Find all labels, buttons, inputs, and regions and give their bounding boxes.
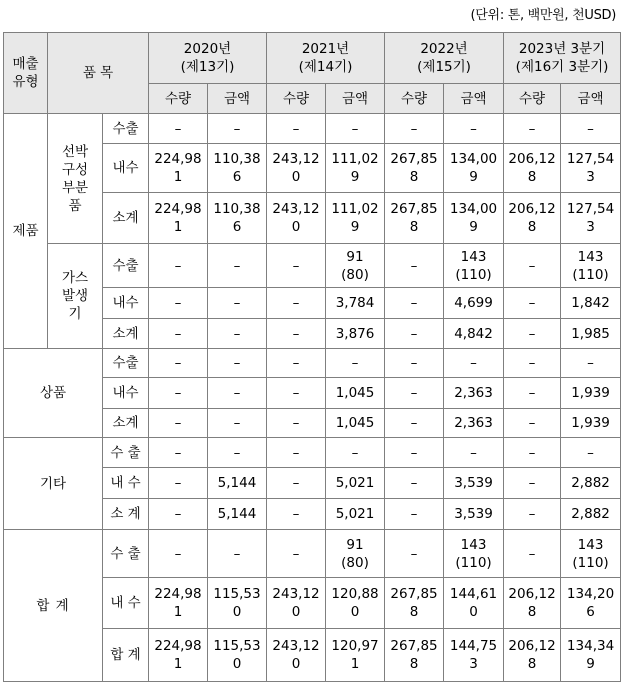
header-row-periods — [4, 33, 621, 84]
row-label: 내 수 — [103, 468, 149, 499]
amt-cell: 5,144 — [208, 468, 267, 499]
amt-cell: – — [208, 114, 267, 144]
qty-cell: 243,12 0 — [267, 629, 326, 682]
qty-cell: – — [149, 468, 208, 499]
row-label: 수출 — [103, 244, 149, 288]
qty-cell: – — [267, 319, 326, 349]
row-label: 내수 — [103, 288, 149, 319]
qty-cell: – — [149, 499, 208, 530]
header-amt: 금액 — [208, 84, 267, 114]
amt-cell: 5,144 — [208, 499, 267, 530]
header-qty: 수량 — [267, 84, 326, 114]
amt-cell: – — [208, 319, 267, 349]
qty-cell: 243,12 0 — [267, 578, 326, 629]
header-amt: 금액 — [444, 84, 504, 114]
qty-cell: – — [385, 349, 444, 378]
qty-cell: – — [504, 288, 561, 319]
qty-cell: – — [149, 114, 208, 144]
qty-cell: – — [267, 378, 326, 409]
row-label: 내 수 — [103, 578, 149, 629]
amt-cell: – — [208, 438, 267, 468]
header-period-2020: 2020년 (제13기) — [149, 33, 267, 84]
qty-cell: 267,85 8 — [385, 144, 444, 193]
amt-cell: 115,53 0 — [208, 629, 267, 682]
amt-cell: 127,54 3 — [561, 193, 621, 244]
qty-cell: 206,12 8 — [504, 578, 561, 629]
qty-cell: 224,98 1 — [149, 629, 208, 682]
group-other: 기타 — [4, 438, 103, 530]
qty-cell: – — [149, 349, 208, 378]
amt-cell: 1,939 — [561, 378, 621, 409]
qty-cell: – — [385, 409, 444, 438]
qty-cell: – — [267, 530, 326, 578]
amt-cell: 143 (110) — [444, 244, 504, 288]
header-qty: 수량 — [504, 84, 561, 114]
amt-cell: 144,75 3 — [444, 629, 504, 682]
amt-cell: – — [561, 114, 621, 144]
row-label: 소계 — [103, 319, 149, 349]
qty-cell: – — [149, 409, 208, 438]
row-label: 수출 — [103, 349, 149, 378]
qty-cell: – — [385, 319, 444, 349]
amt-cell: 91 (80) — [326, 530, 385, 578]
amt-cell: 144,61 0 — [444, 578, 504, 629]
amt-cell: 3,539 — [444, 468, 504, 499]
qty-cell: – — [267, 288, 326, 319]
amt-cell: 3,876 — [326, 319, 385, 349]
table-row-product-ship-export — [4, 114, 621, 144]
amt-cell: 143 (110) — [561, 244, 621, 288]
qty-cell: – — [385, 438, 444, 468]
amt-cell: 110,38 6 — [208, 144, 267, 193]
qty-cell: 206,12 8 — [504, 193, 561, 244]
header-qty: 수량 — [385, 84, 444, 114]
qty-cell: – — [149, 438, 208, 468]
header-period-2021: 2021년 (제14기) — [267, 33, 385, 84]
amt-cell: – — [444, 438, 504, 468]
table-row-total-export — [4, 530, 621, 578]
qty-cell: – — [149, 319, 208, 349]
amt-cell: 3,784 — [326, 288, 385, 319]
qty-cell: – — [504, 468, 561, 499]
row-label: 수 출 — [103, 530, 149, 578]
amt-cell: 2,882 — [561, 468, 621, 499]
qty-cell: – — [504, 499, 561, 530]
qty-cell: – — [504, 409, 561, 438]
amt-cell: 120,88 0 — [326, 578, 385, 629]
qty-cell: – — [504, 349, 561, 378]
amt-cell: 2,363 — [444, 409, 504, 438]
amt-cell: 3,539 — [444, 499, 504, 530]
qty-cell: 267,85 8 — [385, 578, 444, 629]
group-goods: 상품 — [4, 349, 103, 438]
sales-table — [3, 32, 621, 682]
qty-cell: – — [504, 438, 561, 468]
amt-cell: – — [208, 530, 267, 578]
header-period-2023q3: 2023년 3분기 (제16기 3분기) — [504, 33, 621, 84]
amt-cell: 143 (110) — [444, 530, 504, 578]
qty-cell: – — [385, 530, 444, 578]
amt-cell: – — [208, 288, 267, 319]
header-amt: 금액 — [326, 84, 385, 114]
amt-cell: 110,38 6 — [208, 193, 267, 244]
row-label: 수출 — [103, 114, 149, 144]
amt-cell: 5,021 — [326, 468, 385, 499]
qty-cell: – — [504, 378, 561, 409]
amt-cell: 111,02 9 — [326, 144, 385, 193]
row-label: 내수 — [103, 378, 149, 409]
amt-cell: 134,34 9 — [561, 629, 621, 682]
amt-cell: 1,985 — [561, 319, 621, 349]
qty-cell: – — [504, 114, 561, 144]
qty-cell: – — [267, 438, 326, 468]
row-label: 소 계 — [103, 499, 149, 530]
qty-cell: 243,12 0 — [267, 193, 326, 244]
header-qty: 수량 — [149, 84, 208, 114]
group-product: 제품 — [4, 114, 48, 349]
amt-cell: 1,842 — [561, 288, 621, 319]
amt-cell: – — [561, 438, 621, 468]
unit-note: (단위: 톤, 백만원, 천USD) — [470, 8, 616, 23]
qty-cell: – — [149, 244, 208, 288]
amt-cell: – — [444, 114, 504, 144]
amt-cell: 134,00 9 — [444, 144, 504, 193]
amt-cell: – — [208, 244, 267, 288]
amt-cell: 2,882 — [561, 499, 621, 530]
amt-cell: 2,363 — [444, 378, 504, 409]
qty-cell: – — [385, 114, 444, 144]
row-label: 소계 — [103, 409, 149, 438]
qty-cell: – — [267, 244, 326, 288]
amt-cell: 115,53 0 — [208, 578, 267, 629]
row-label: 소계 — [103, 193, 149, 244]
amt-cell: 1,045 — [326, 378, 385, 409]
amt-cell: – — [326, 438, 385, 468]
table-row-product-gas-export — [4, 244, 621, 288]
qty-cell: – — [149, 530, 208, 578]
qty-cell: 224,98 1 — [149, 144, 208, 193]
header-amt: 금액 — [561, 84, 621, 114]
qty-cell: – — [504, 319, 561, 349]
row-label: 수 출 — [103, 438, 149, 468]
amt-cell: 143 (110) — [561, 530, 621, 578]
qty-cell: 267,85 8 — [385, 629, 444, 682]
amt-cell: – — [561, 349, 621, 378]
row-label: 합 계 — [103, 629, 149, 682]
table-row-other-export — [4, 438, 621, 468]
header-sales-type: 매출 유형 — [4, 33, 48, 114]
header-item: 품 목 — [48, 33, 149, 114]
amt-cell: 91 (80) — [326, 244, 385, 288]
amt-cell: – — [444, 349, 504, 378]
qty-cell: – — [504, 244, 561, 288]
qty-cell: – — [385, 468, 444, 499]
amt-cell: 4,842 — [444, 319, 504, 349]
qty-cell: – — [267, 409, 326, 438]
amt-cell: – — [326, 114, 385, 144]
qty-cell: 206,12 8 — [504, 144, 561, 193]
qty-cell: – — [385, 244, 444, 288]
amt-cell: – — [208, 378, 267, 409]
amt-cell: 127,54 3 — [561, 144, 621, 193]
qty-cell: 206,12 8 — [504, 629, 561, 682]
amt-cell: 5,021 — [326, 499, 385, 530]
amt-cell: – — [208, 409, 267, 438]
group-total: 합 계 — [4, 530, 103, 682]
qty-cell: – — [267, 349, 326, 378]
qty-cell: 224,98 1 — [149, 193, 208, 244]
amt-cell: 111,02 9 — [326, 193, 385, 244]
amt-cell: – — [208, 349, 267, 378]
qty-cell: – — [385, 288, 444, 319]
amt-cell: 134,00 9 — [444, 193, 504, 244]
qty-cell: – — [267, 468, 326, 499]
amt-cell: 1,045 — [326, 409, 385, 438]
subgroup-gas-generator: 가스 발생 기 — [48, 244, 103, 349]
qty-cell: – — [267, 499, 326, 530]
row-label: 내수 — [103, 144, 149, 193]
qty-cell: 224,98 1 — [149, 578, 208, 629]
qty-cell: 267,85 8 — [385, 193, 444, 244]
qty-cell: – — [385, 499, 444, 530]
amt-cell: 4,699 — [444, 288, 504, 319]
qty-cell: 243,12 0 — [267, 144, 326, 193]
qty-cell: – — [267, 114, 326, 144]
qty-cell: – — [149, 378, 208, 409]
header-period-2022: 2022년 (제15기) — [385, 33, 504, 84]
qty-cell: – — [504, 530, 561, 578]
subgroup-ship-parts: 선박 구성 부분 품 — [48, 114, 103, 244]
amt-cell: 1,939 — [561, 409, 621, 438]
amt-cell: 120,97 1 — [326, 629, 385, 682]
amt-cell: – — [326, 349, 385, 378]
amt-cell: 134,20 6 — [561, 578, 621, 629]
table-row-goods-export — [4, 349, 621, 378]
qty-cell: – — [149, 288, 208, 319]
qty-cell: – — [385, 378, 444, 409]
